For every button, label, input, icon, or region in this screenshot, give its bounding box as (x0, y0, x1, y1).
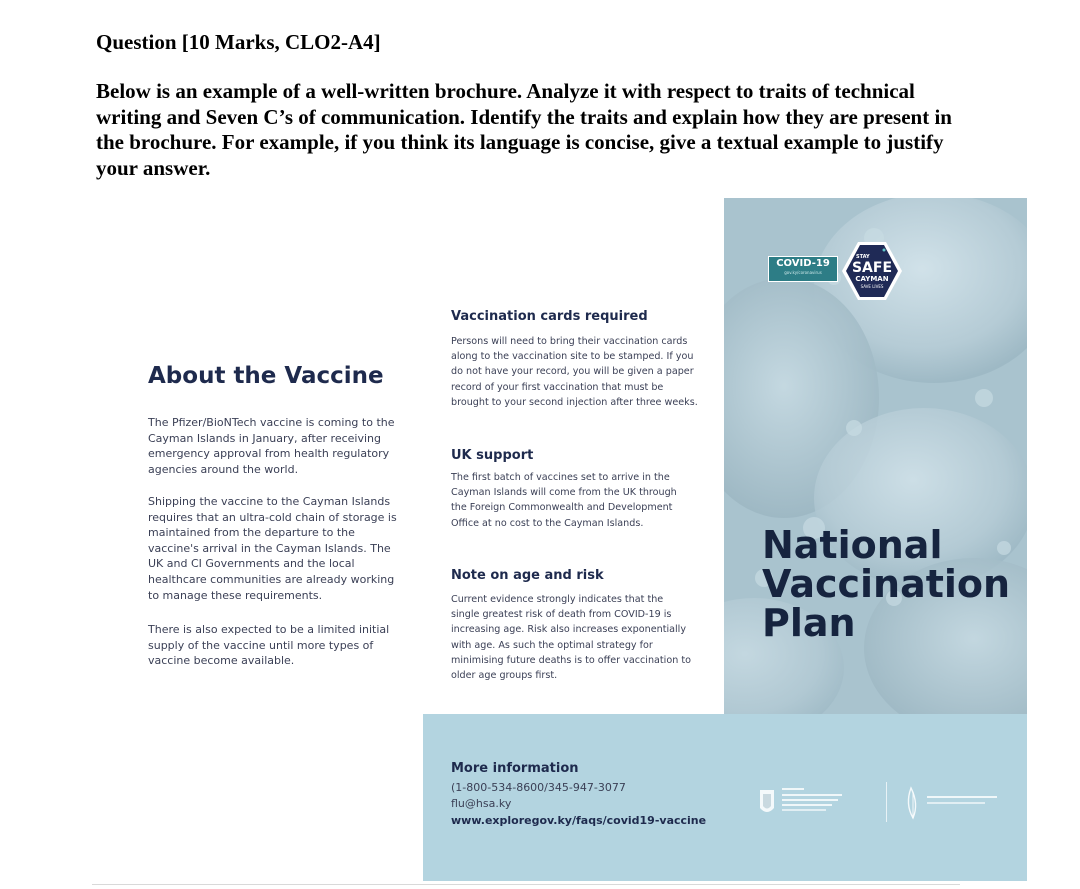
cover-title-line-3: Plan (762, 601, 856, 645)
section-heading-age-risk: Note on age and risk (451, 568, 604, 583)
question-body: Below is an example of a well-written brochure. Analyze it with respect to traits of technical writing and Seven C’s of communication. Identify the traits and explain how they are present in the brochure. For example, if you think its language is concise, give a textual example to justify your answer. (96, 79, 952, 180)
more-info-url: www.exploregov.ky/faqs/covid19-vaccine (451, 814, 707, 827)
about-paragraph-3: There is also expected to be a limited initial supply of the vaccine until more types of vaccine become available. (148, 623, 390, 668)
cover-title (762, 523, 1011, 645)
safe-badge-bottom: SAVE LIVES (860, 284, 884, 289)
about-title: About the Vaccine (148, 363, 384, 389)
about-paragraph-2: Shipping the vaccine to the Cayman Islands requires that an ultra-cold chain of storage is maintained from the departure to the vaccine's arrival in the Cayman Islands. The UK and CI Governments and the local healthcare communities are already working to manage these requirements. (148, 495, 397, 602)
more-info-panel (423, 714, 1027, 881)
about-paragraph-1: The Pfizer/BioNTech vaccine is coming to the Cayman Islands in January, after receiving emergency approval from health regulatory agencies around the world. (148, 416, 395, 476)
cover-title-line-2: Vaccination (762, 562, 1011, 606)
safe-badge-main: SAFE (851, 260, 893, 276)
section-text-vaccination-cards: Persons will need to bring their vaccination cards along to the vaccination site to be stamped. If you do not have your record, you will be given a paper record of your first vaccination that must be brought to your second injection after three weeks. (451, 336, 698, 408)
government-crest-logo (756, 782, 871, 826)
question-heading: Question [10 Marks, CLO2-A4] (96, 30, 381, 54)
cover-title-line-1: National (762, 523, 943, 567)
cover-panel (724, 198, 1027, 714)
section-text-age-risk: Current evidence strongly indicates that the single greatest risk of death from COVID-19 is increasing age. Risk also increases exponentially with age. As such the optimal strategy for minimising future deaths is to offer vaccination to older age groups first. (451, 594, 691, 682)
covid-badge-sub: gov.ky/coronavirus (784, 270, 822, 275)
safe-badge-place: CAYMAN (855, 275, 889, 283)
bottom-rule (92, 884, 960, 885)
safe-badge-dot (883, 249, 886, 252)
safe-badge-top: STAY (856, 254, 870, 260)
section-heading-uk-support: UK support (451, 448, 534, 463)
public-health-logo (901, 784, 1011, 824)
more-info-phone: (1-800-534-8600/345-947-3077 (451, 781, 626, 794)
section-heading-vaccination-cards: Vaccination cards required (451, 309, 648, 324)
covid-19-badge (768, 256, 838, 282)
more-info-heading: More information (451, 761, 579, 776)
logo-divider (886, 782, 887, 822)
covid-badge-label: COVID-19 (776, 258, 830, 269)
stay-safe-cayman-badge (840, 240, 904, 302)
section-text-uk-support: The first batch of vaccines set to arrive in the Cayman Islands will come from the UK through the Foreign Commonwealth and Development Office at no cost to the Cayman Islands. (451, 472, 677, 529)
more-info-email: flu@hsa.ky (451, 797, 512, 810)
